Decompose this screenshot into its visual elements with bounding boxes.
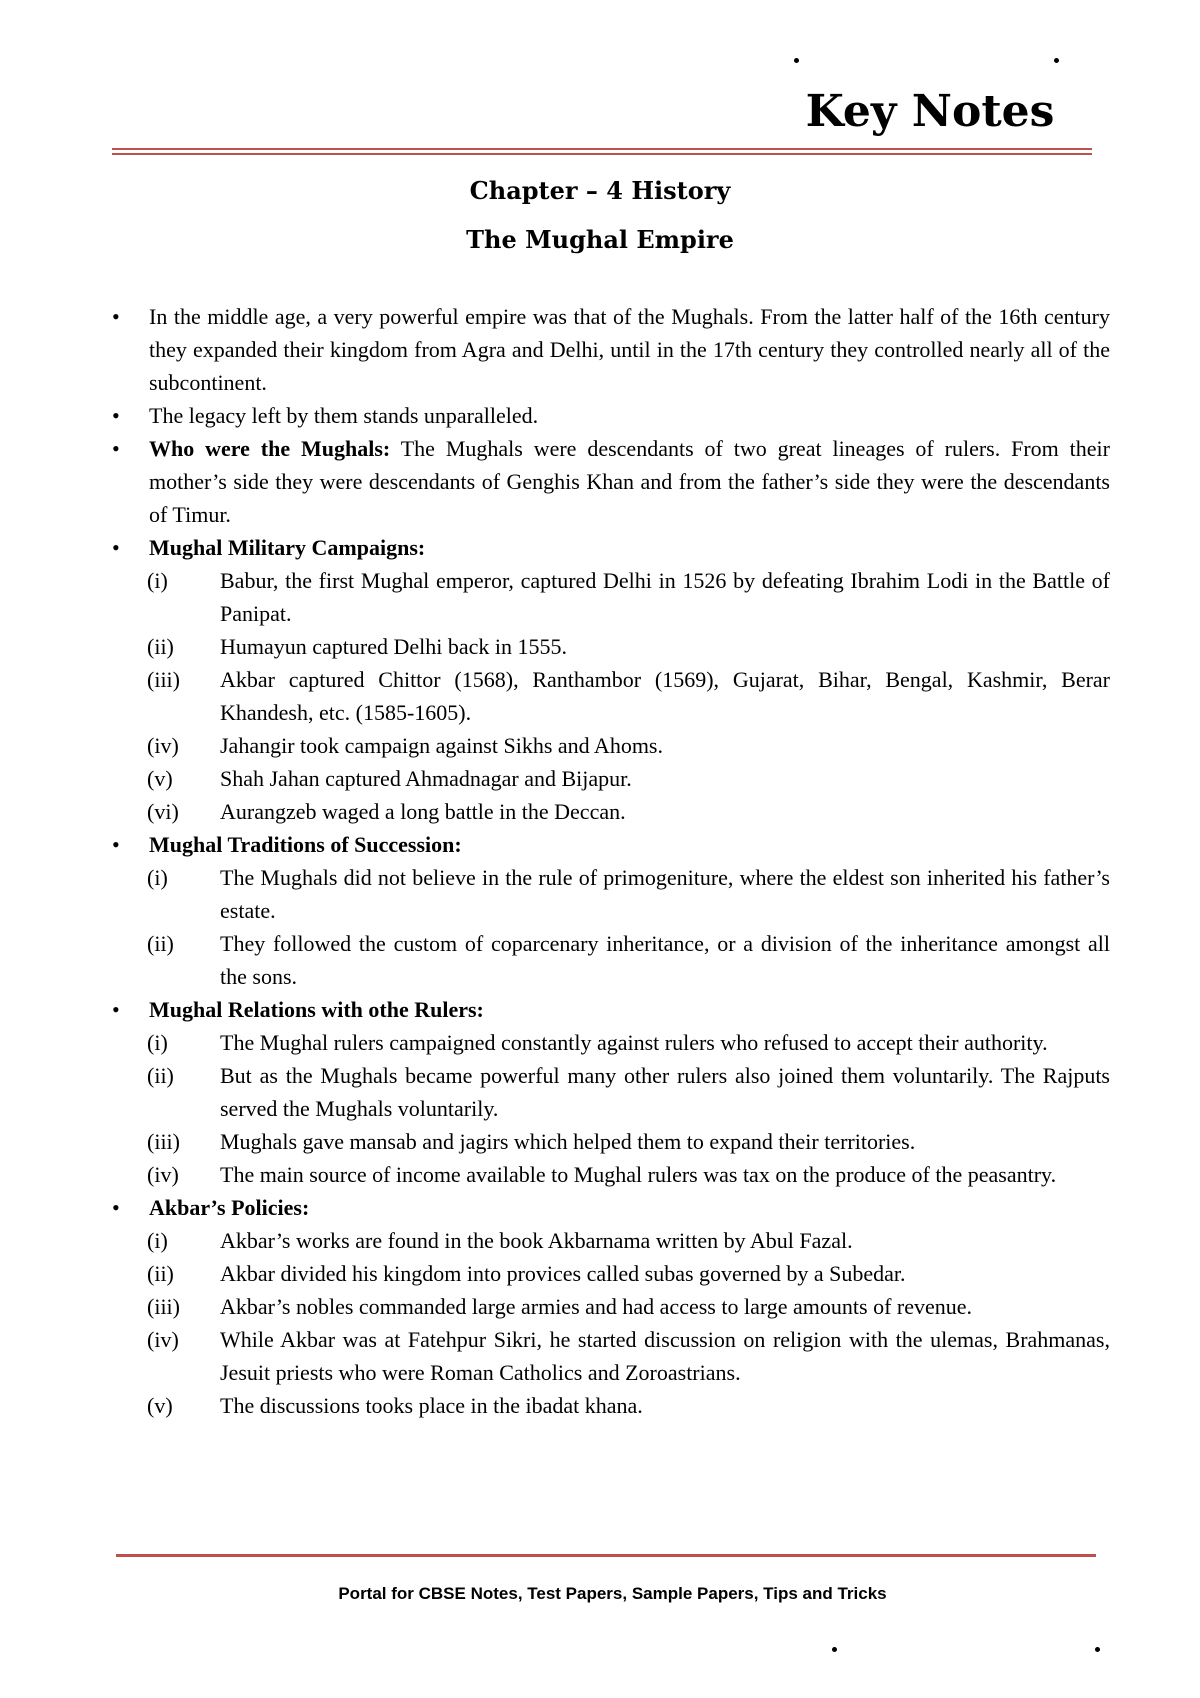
decorative-dot bbox=[832, 1647, 837, 1652]
decorative-dot bbox=[1054, 58, 1059, 63]
item-text: Mughals gave mansab and jagirs which helped them to expand their territories. bbox=[220, 1129, 916, 1154]
list-item bbox=[147, 1290, 1110, 1323]
item-text: Shah Jahan captured Ahmadnagar and Bijapur. bbox=[220, 766, 632, 791]
item-text: The Mughals did not believe in the rule of primogeniture, where the eldest son inherited his father’s estate. bbox=[220, 865, 1110, 923]
section-heading bbox=[110, 993, 1110, 1026]
section-title: Akbar’s Policies: bbox=[149, 1195, 310, 1220]
bullet-heading: Who were the Mughals: bbox=[149, 436, 391, 461]
item-number: (i) bbox=[147, 865, 168, 890]
list-item bbox=[147, 1257, 1110, 1290]
item-number: (i) bbox=[147, 568, 168, 593]
bullet-symbol: • bbox=[112, 403, 120, 428]
section-title: Mughal Relations with othe Rulers: bbox=[149, 997, 484, 1022]
item-number: (iii) bbox=[147, 1294, 180, 1319]
list-item bbox=[147, 927, 1110, 993]
item-number: (ii) bbox=[147, 1261, 174, 1286]
item-number: (v) bbox=[147, 766, 173, 791]
bullet-text: In the middle age, a very powerful empire was that of the Mughals. From the latter half of the 16th century they expanded their kingdom from Agra and Delhi, until in the 17th century they controlled nearly all of the subcontinent. bbox=[149, 304, 1110, 395]
list-item bbox=[147, 1059, 1110, 1125]
bullet-item bbox=[110, 432, 1110, 531]
bullet-text bbox=[149, 432, 1110, 531]
list-item bbox=[147, 729, 1110, 762]
item-number: (v) bbox=[147, 1393, 173, 1418]
item-text: Babur, the first Mughal emperor, captured Delhi in 1526 by defeating Ibrahim Lodi in the Battle of Panipat. bbox=[220, 568, 1110, 626]
section-title: Mughal Military Campaigns: bbox=[149, 535, 426, 560]
header-rule-secondary bbox=[112, 153, 1092, 155]
bullet-item bbox=[110, 399, 1110, 432]
item-text: Humayun captured Delhi back in 1555. bbox=[220, 634, 568, 659]
list-item bbox=[147, 1158, 1110, 1191]
item-text: Jahangir took campaign against Sikhs and Ahoms. bbox=[220, 733, 663, 758]
item-text: Akbar’s works are found in the book Akbarnama written by Abul Fazal. bbox=[220, 1228, 853, 1253]
list-item bbox=[147, 564, 1110, 630]
bullet-symbol: • bbox=[112, 832, 120, 857]
bullet-symbol: • bbox=[112, 997, 120, 1022]
section-heading bbox=[110, 1191, 1110, 1224]
item-text: The discussions tooks place in the ibadat khana. bbox=[220, 1393, 643, 1418]
bullet-symbol: • bbox=[112, 1195, 120, 1220]
list-item bbox=[147, 1323, 1110, 1389]
chapter-heading: Chapter – 4 History bbox=[469, 176, 731, 205]
list-item bbox=[147, 795, 1110, 828]
list-item bbox=[147, 1389, 1110, 1422]
bullet-item bbox=[110, 300, 1110, 399]
decorative-dot bbox=[1095, 1647, 1100, 1652]
item-text: The main source of income available to Mughal rulers was tax on the produce of the peasantry. bbox=[220, 1162, 1057, 1187]
list-item bbox=[147, 663, 1110, 729]
page-title: The Mughal Empire bbox=[466, 225, 734, 254]
item-text: Akbar captured Chittor (1568), Ranthambor (1569), Gujarat, Bihar, Bengal, Kashmir, Berar Khandesh, etc. (1585-1605). bbox=[220, 667, 1110, 725]
item-text: While Akbar was at Fatehpur Sikri, he started discussion on religion with the ulemas, Brahmanas, Jesuit priests who were Roman Catholics and Zoroastrians. bbox=[220, 1327, 1110, 1385]
section-title: Mughal Traditions of Succession: bbox=[149, 832, 462, 857]
item-number: (vi) bbox=[147, 799, 179, 824]
bullet-text: The legacy left by them stands unparalleled. bbox=[149, 403, 539, 428]
item-number: (iv) bbox=[147, 1162, 179, 1187]
bullet-symbol: • bbox=[112, 535, 120, 560]
item-number: (iii) bbox=[147, 1129, 180, 1154]
section-heading bbox=[110, 531, 1110, 564]
item-number: (iii) bbox=[147, 667, 180, 692]
item-number: (ii) bbox=[147, 634, 174, 659]
list-item bbox=[147, 1224, 1110, 1257]
bullet-symbol: • bbox=[112, 436, 120, 461]
footer-rule bbox=[116, 1554, 1096, 1557]
item-number: (ii) bbox=[147, 931, 174, 956]
item-number: (i) bbox=[147, 1228, 168, 1253]
notes-content bbox=[110, 300, 1110, 1422]
decorative-dot bbox=[794, 58, 799, 63]
item-number: (ii) bbox=[147, 1063, 174, 1088]
bullet-body: The Mughals were descendants of two great lineages of rulers. From their mother’s side they were descendants of Genghis Khan and from the father’s side they were the descendants of Timur. bbox=[149, 436, 1110, 527]
item-number: (i) bbox=[147, 1030, 168, 1055]
item-text: The Mughal rulers campaigned constantly against rulers who refused to accept their authority. bbox=[220, 1030, 1048, 1055]
section-heading bbox=[110, 828, 1110, 861]
item-number: (iv) bbox=[147, 733, 179, 758]
list-item bbox=[147, 1026, 1110, 1059]
bullet-symbol: • bbox=[112, 304, 120, 329]
footer-text: Portal for CBSE Notes, Test Papers, Sample Papers, Tips and Tricks bbox=[338, 1584, 887, 1603]
list-item bbox=[147, 630, 1110, 663]
list-item bbox=[147, 1125, 1110, 1158]
header-rule bbox=[112, 148, 1092, 150]
item-text: Akbar’s nobles commanded large armies and had access to large amounts of revenue. bbox=[220, 1294, 973, 1319]
list-item bbox=[147, 762, 1110, 795]
list-item bbox=[147, 861, 1110, 927]
item-text: Akbar divided his kingdom into provices called subas governed by a Subedar. bbox=[220, 1261, 906, 1286]
item-text: They followed the custom of coparcenary inheritance, or a division of the inheritance amongst all the sons. bbox=[220, 931, 1110, 989]
header-title: Key Notes bbox=[805, 86, 1055, 137]
item-text: Aurangzeb waged a long battle in the Deccan. bbox=[220, 799, 626, 824]
item-number: (iv) bbox=[147, 1327, 179, 1352]
item-text: But as the Mughals became powerful many other rulers also joined them voluntarily. The Rajputs served the Mughals voluntarily. bbox=[220, 1063, 1110, 1121]
